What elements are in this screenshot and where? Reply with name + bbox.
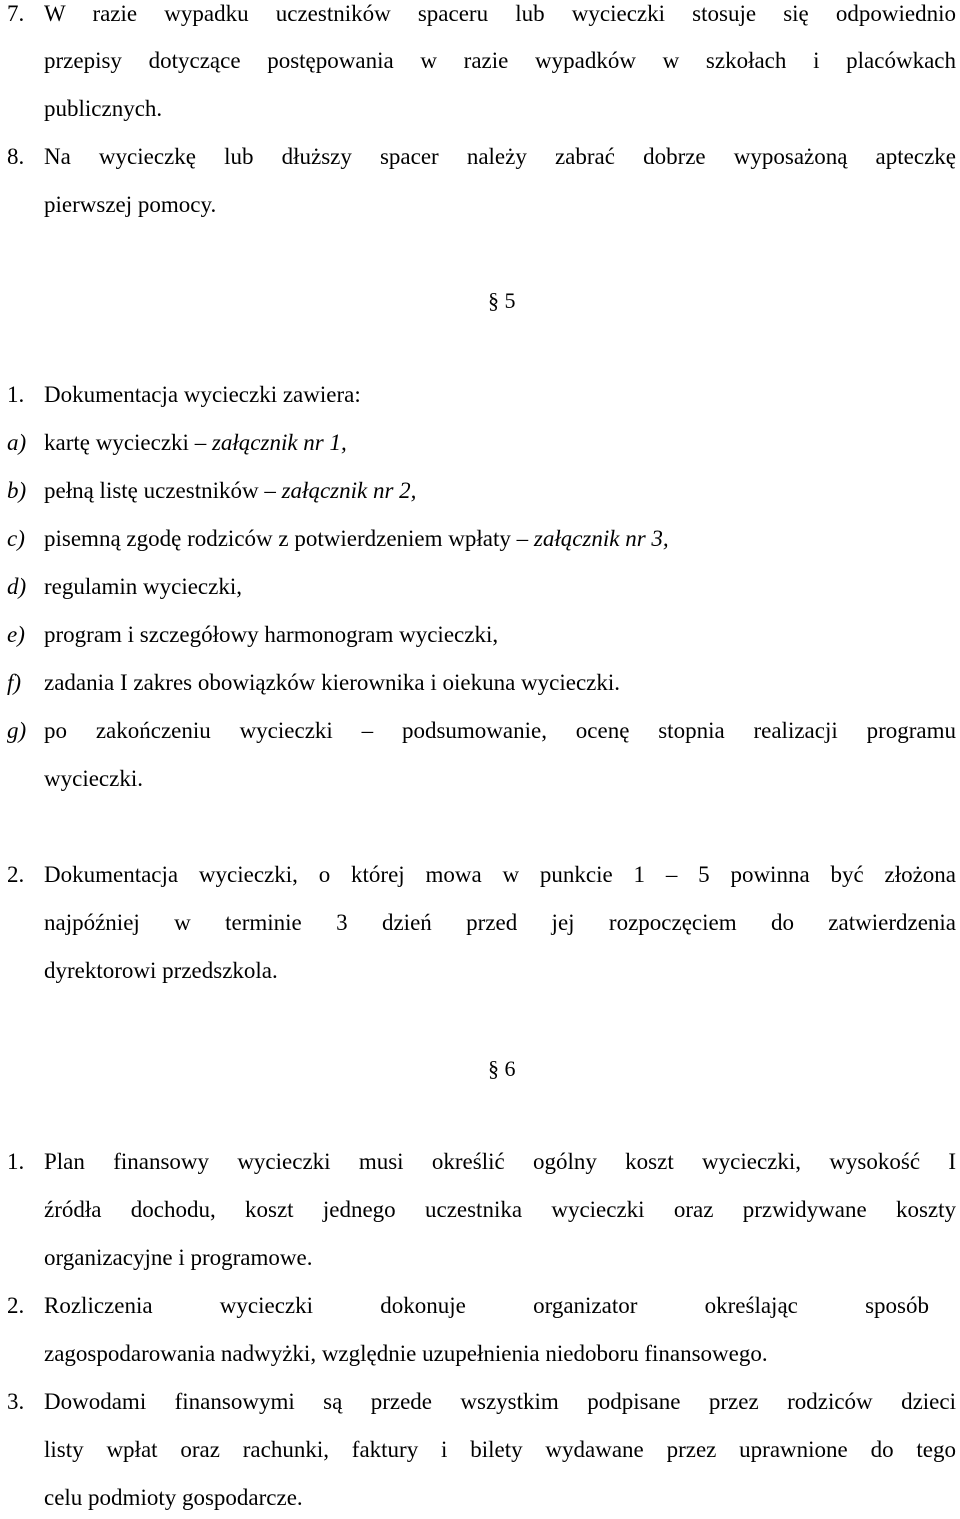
list-text-normal: kartę wycieczki – (44, 430, 212, 455)
list-text-normal: pełną listę uczestników – (44, 478, 282, 503)
paragraph-line: Dokumentacja wycieczki, o której mowa w punkcie 1 – 5 powinna być złożona (44, 862, 956, 887)
list-text: program i szczegółowy harmonogram wycieczki, (44, 622, 499, 647)
attachment-ref: załącznik nr 1, (211, 430, 347, 455)
item-line: źródła dochodu, koszt jednego uczestnika wycieczki oraz przwidywane koszty (44, 1197, 956, 1222)
paragraph-number: 2. (7, 862, 25, 887)
attachment-ref: załącznik nr 2, (281, 478, 417, 503)
item-line: organizacyjne i programowe. (44, 1245, 313, 1270)
item-line: celu podmioty gospodarcze. (44, 1485, 303, 1510)
list-letter: c) (7, 526, 25, 551)
list-letter: a) (7, 430, 27, 455)
list-text-normal: pisemną zgodę rodziców z potwierdzeniem wpłaty – (44, 526, 534, 551)
list-text: regulamin wycieczki, (44, 574, 242, 599)
paragraph-line: najpóźniej w terminie 3 dzień przed jej rozpoczęciem do zatwierdzenia (44, 910, 956, 935)
paragraph-line: dyrektorowi przedszkola. (44, 958, 278, 983)
item-number: 3. (7, 1389, 25, 1414)
list-letter: d) (7, 574, 27, 599)
item-line: listy wpłat oraz rachunki, faktury i bilety wydawane przez uprawnione do tego (44, 1437, 956, 1462)
section-heading-5: § 5 (488, 288, 516, 313)
item-line: publicznych. (44, 96, 163, 121)
section-heading-6: § 6 (488, 1056, 516, 1081)
item-line: zagospodarowania nadwyżki, względnie uzupełnienia niedoboru finansowego. (44, 1341, 768, 1366)
list-text-cont: wycieczki. (44, 766, 143, 791)
item-line: W razie wypadku uczestników spaceru lub wycieczki stosuje się odpowiednio (44, 1, 956, 26)
list-letter: b) (7, 478, 27, 503)
item-line: pierwszej pomocy. (44, 192, 217, 217)
item-line: Plan finansowy wycieczki musi określić ogólny koszt wycieczki, wysokość I (44, 1149, 956, 1174)
item-line: przepisy dotyczące postępowania w razie wypadków w szkołach i placówkach (44, 48, 956, 73)
item-number: 2. (7, 1293, 25, 1318)
list-text: zadania I zakres obowiązków kierownika i oiekuna wycieczki. (44, 670, 621, 695)
list-text (44, 477, 416, 505)
list-letter: e) (7, 622, 25, 647)
item-line: Dowodami finansowymi są przede wszystkim podpisane przez rodziców dzieci (44, 1389, 956, 1414)
item-number: 7. (7, 1, 25, 26)
item-number: 8. (7, 144, 25, 169)
list-text (44, 429, 347, 457)
paragraph-text: Dokumentacja wycieczki zawiera: (44, 382, 361, 407)
item-line: Rozliczenia wycieczki dokonuje organizator określając sposób (44, 1293, 929, 1318)
item-line: Na wycieczkę lub dłuższy spacer należy zabrać dobrze wyposażoną apteczkę (44, 144, 956, 169)
attachment-ref: załącznik nr 3, (533, 526, 669, 551)
list-text (44, 525, 669, 553)
list-letter: g) (7, 718, 27, 743)
list-text: po zakończeniu wycieczki – podsumowanie, ocenę stopnia realizacji programu (44, 718, 956, 743)
list-letter: f) (7, 670, 22, 695)
paragraph-number: 1. (7, 382, 25, 407)
item-number: 1. (7, 1149, 25, 1174)
